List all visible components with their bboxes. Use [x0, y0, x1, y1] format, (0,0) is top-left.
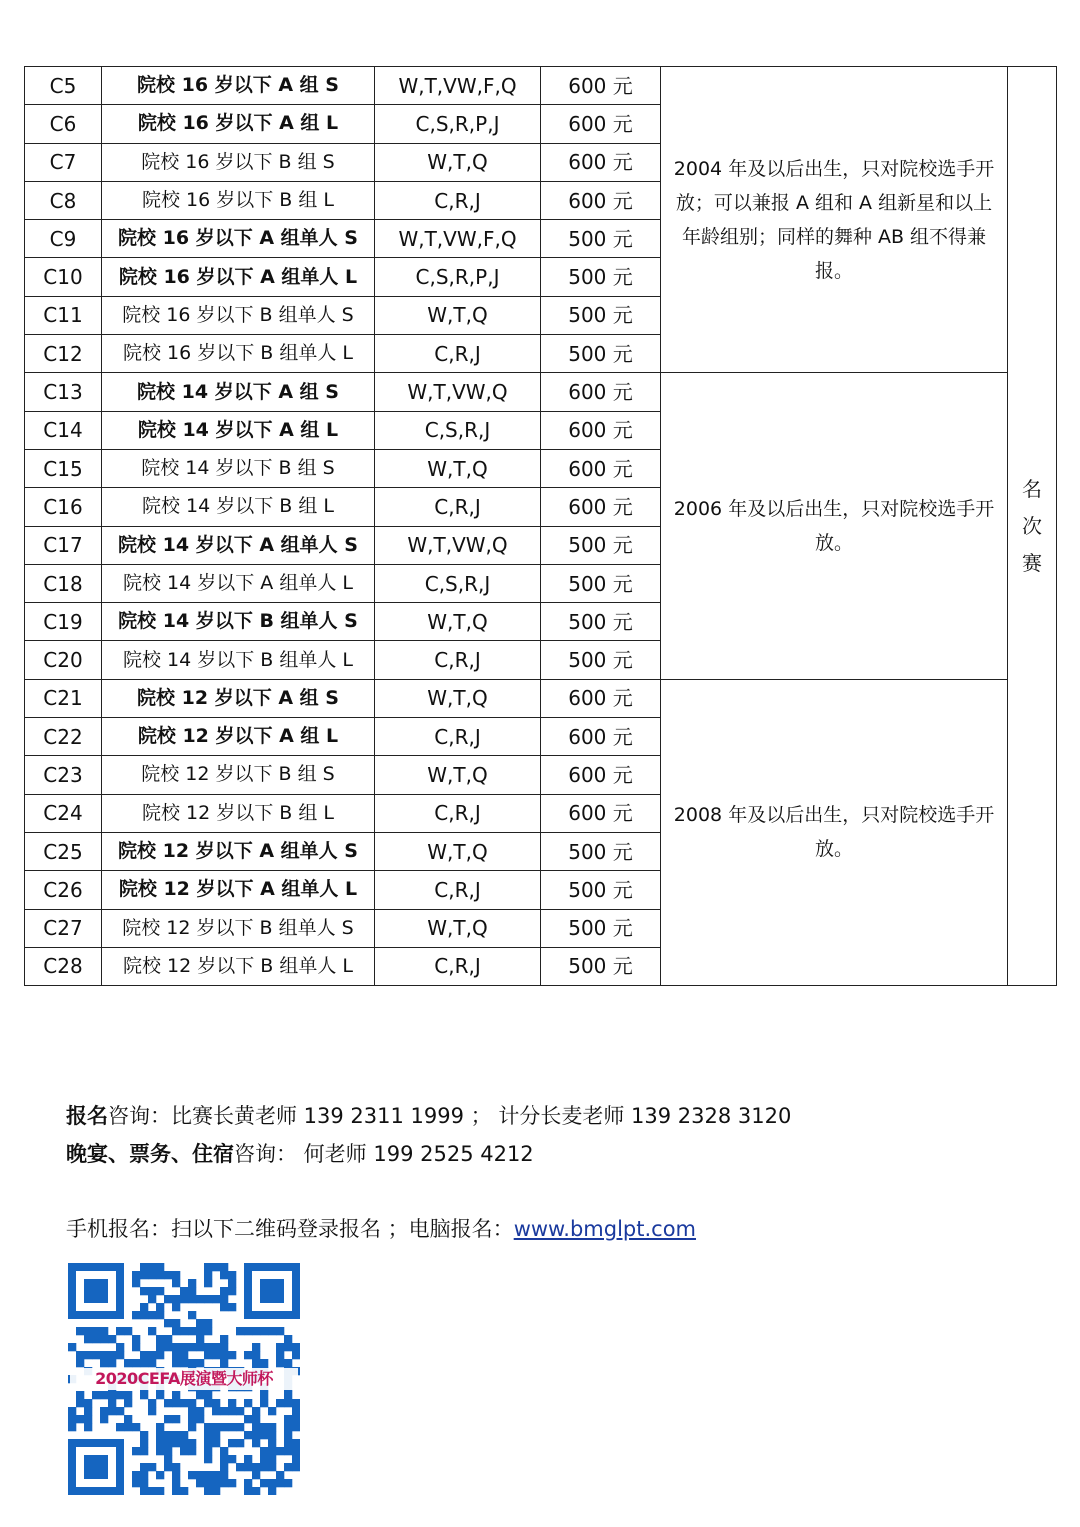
- event-name: 院校 12 岁以下 A 组单人 S: [102, 832, 375, 870]
- services-contact-text: 咨询： 何老师 199 2525 4212: [234, 1142, 534, 1166]
- eligibility-note: 2004 年及以后出生，只对院校选手开放；可以兼报 A 组和 A 组新星和以上年龄组别；同样的舞种 AB 组不得兼报。: [661, 67, 1008, 373]
- event-fee: 500 元: [541, 296, 661, 334]
- event-code: C20: [25, 641, 102, 679]
- event-fee: 600 元: [541, 679, 661, 717]
- event-code: C8: [25, 181, 102, 219]
- event-name: 院校 16 岁以下 A 组 S: [102, 67, 375, 105]
- event-dances: C,R,J: [375, 488, 541, 526]
- registration-table: [24, 66, 1057, 986]
- event-fee: 600 元: [541, 718, 661, 756]
- event-code: C21: [25, 679, 102, 717]
- event-fee: 600 元: [541, 181, 661, 219]
- event-fee: 500 元: [541, 335, 661, 373]
- event-code: C23: [25, 756, 102, 794]
- event-code: C24: [25, 794, 102, 832]
- event-dances: W,T,VW,F,Q: [375, 67, 541, 105]
- event-fee: 500 元: [541, 258, 661, 296]
- eligibility-note: 2008 年及以后出生，只对院校选手开放。: [661, 679, 1008, 985]
- event-name: 院校 16 岁以下 A 组单人 S: [102, 220, 375, 258]
- event-name: 院校 16 岁以下 B 组单人 L: [102, 335, 375, 373]
- event-name: 院校 14 岁以下 A 组 L: [102, 411, 375, 449]
- services-label: 晚宴、票务、住宿: [66, 1142, 234, 1166]
- registration-contact-line: [66, 1106, 791, 1127]
- event-name: 院校 12 岁以下 B 组单人 S: [102, 909, 375, 947]
- event-fee: 500 元: [541, 641, 661, 679]
- event-code: C22: [25, 718, 102, 756]
- event-fee: 500 元: [541, 947, 661, 985]
- event-dances: W,T,Q: [375, 449, 541, 487]
- event-dances: W,T,Q: [375, 832, 541, 870]
- competition-category: 名次赛: [1008, 67, 1057, 986]
- event-code: C28: [25, 947, 102, 985]
- event-dances: C,R,J: [375, 181, 541, 219]
- event-name: 院校 14 岁以下 A 组单人 L: [102, 564, 375, 602]
- event-fee: 500 元: [541, 832, 661, 870]
- event-dances: W,T,Q: [375, 756, 541, 794]
- event-code: C14: [25, 411, 102, 449]
- event-dances: C,R,J: [375, 641, 541, 679]
- event-code: C9: [25, 220, 102, 258]
- event-name: 院校 16 岁以下 B 组 S: [102, 143, 375, 181]
- event-fee: 600 元: [541, 488, 661, 526]
- event-fee: 600 元: [541, 449, 661, 487]
- qr-banner: 2020CEFA展演暨大师杯: [70, 1368, 298, 1390]
- table-row: [25, 67, 1057, 105]
- registration-website-link[interactable]: www.bmglpt.com: [513, 1217, 697, 1241]
- event-code: C7: [25, 143, 102, 181]
- event-dances: W,T,VW,F,Q: [375, 220, 541, 258]
- event-dances: C,R,J: [375, 947, 541, 985]
- event-fee: 600 元: [541, 105, 661, 143]
- event-name: 院校 16 岁以下 A 组单人 L: [102, 258, 375, 296]
- event-code: C17: [25, 526, 102, 564]
- event-code: C12: [25, 335, 102, 373]
- event-fee: 600 元: [541, 373, 661, 411]
- event-code: C26: [25, 871, 102, 909]
- services-contact-line: [66, 1144, 534, 1165]
- event-name: 院校 16 岁以下 B 组单人 S: [102, 296, 375, 334]
- event-code: C16: [25, 488, 102, 526]
- event-fee: 600 元: [541, 411, 661, 449]
- event-code: C19: [25, 603, 102, 641]
- event-fee: 500 元: [541, 871, 661, 909]
- event-dances: W,T,Q: [375, 909, 541, 947]
- event-code: C10: [25, 258, 102, 296]
- event-dances: W,T,Q: [375, 296, 541, 334]
- event-code: C13: [25, 373, 102, 411]
- event-fee: 500 元: [541, 564, 661, 602]
- event-fee: 500 元: [541, 220, 661, 258]
- event-dances: C,S,R,J: [375, 564, 541, 602]
- event-name: 院校 12 岁以下 A 组 L: [102, 718, 375, 756]
- event-code: C11: [25, 296, 102, 334]
- event-dances: C,S,R,P,J: [375, 258, 541, 296]
- event-dances: C,R,J: [375, 335, 541, 373]
- event-code: C18: [25, 564, 102, 602]
- event-name: 院校 12 岁以下 A 组单人 L: [102, 871, 375, 909]
- event-dances: W,T,Q: [375, 143, 541, 181]
- event-dances: W,T,VW,Q: [375, 373, 541, 411]
- event-fee: 600 元: [541, 67, 661, 105]
- event-name: 院校 16 岁以下 B 组 L: [102, 181, 375, 219]
- event-name: 院校 14 岁以下 B 组单人 S: [102, 603, 375, 641]
- event-name: 院校 12 岁以下 B 组单人 L: [102, 947, 375, 985]
- event-name: 院校 14 岁以下 B 组 S: [102, 449, 375, 487]
- event-code: C5: [25, 67, 102, 105]
- event-name: 院校 16 岁以下 A 组 L: [102, 105, 375, 143]
- registration-contact-text: 咨询：比赛长黄老师 139 2311 1999 ； 计分长麦老师 139 2328 3120: [108, 1104, 792, 1128]
- event-fee: 600 元: [541, 794, 661, 832]
- event-dances: W,T,VW,Q: [375, 526, 541, 564]
- event-code: C27: [25, 909, 102, 947]
- event-name: 院校 12 岁以下 A 组 S: [102, 679, 375, 717]
- event-fee: 500 元: [541, 909, 661, 947]
- event-name: 院校 12 岁以下 B 组 L: [102, 794, 375, 832]
- event-dances: C,R,J: [375, 718, 541, 756]
- event-dances: W,T,Q: [375, 679, 541, 717]
- event-name: 院校 12 岁以下 B 组 S: [102, 756, 375, 794]
- event-name: 院校 14 岁以下 A 组 S: [102, 373, 375, 411]
- event-code: C25: [25, 832, 102, 870]
- online-registration-line: [66, 1219, 696, 1240]
- event-code: C6: [25, 105, 102, 143]
- event-dances: C,S,R,J: [375, 411, 541, 449]
- event-code: C15: [25, 449, 102, 487]
- event-dances: W,T,Q: [375, 603, 541, 641]
- event-name: 院校 14 岁以下 B 组单人 L: [102, 641, 375, 679]
- event-dances: C,S,R,P,J: [375, 105, 541, 143]
- table-row: [25, 679, 1057, 717]
- event-fee: 600 元: [541, 143, 661, 181]
- table-row: [25, 373, 1057, 411]
- event-name: 院校 14 岁以下 A 组单人 S: [102, 526, 375, 564]
- event-name: 院校 14 岁以下 B 组 L: [102, 488, 375, 526]
- event-fee: 600 元: [541, 756, 661, 794]
- online-registration-text: 手机报名：扫以下二维码登录报名 ；电脑报名：: [66, 1217, 514, 1241]
- event-dances: C,R,J: [375, 794, 541, 832]
- eligibility-note: 2006 年及以后出生，只对院校选手开放。: [661, 373, 1008, 679]
- event-fee: 500 元: [541, 526, 661, 564]
- event-fee: 500 元: [541, 603, 661, 641]
- registration-label: 报名: [66, 1104, 108, 1128]
- event-dances: C,R,J: [375, 871, 541, 909]
